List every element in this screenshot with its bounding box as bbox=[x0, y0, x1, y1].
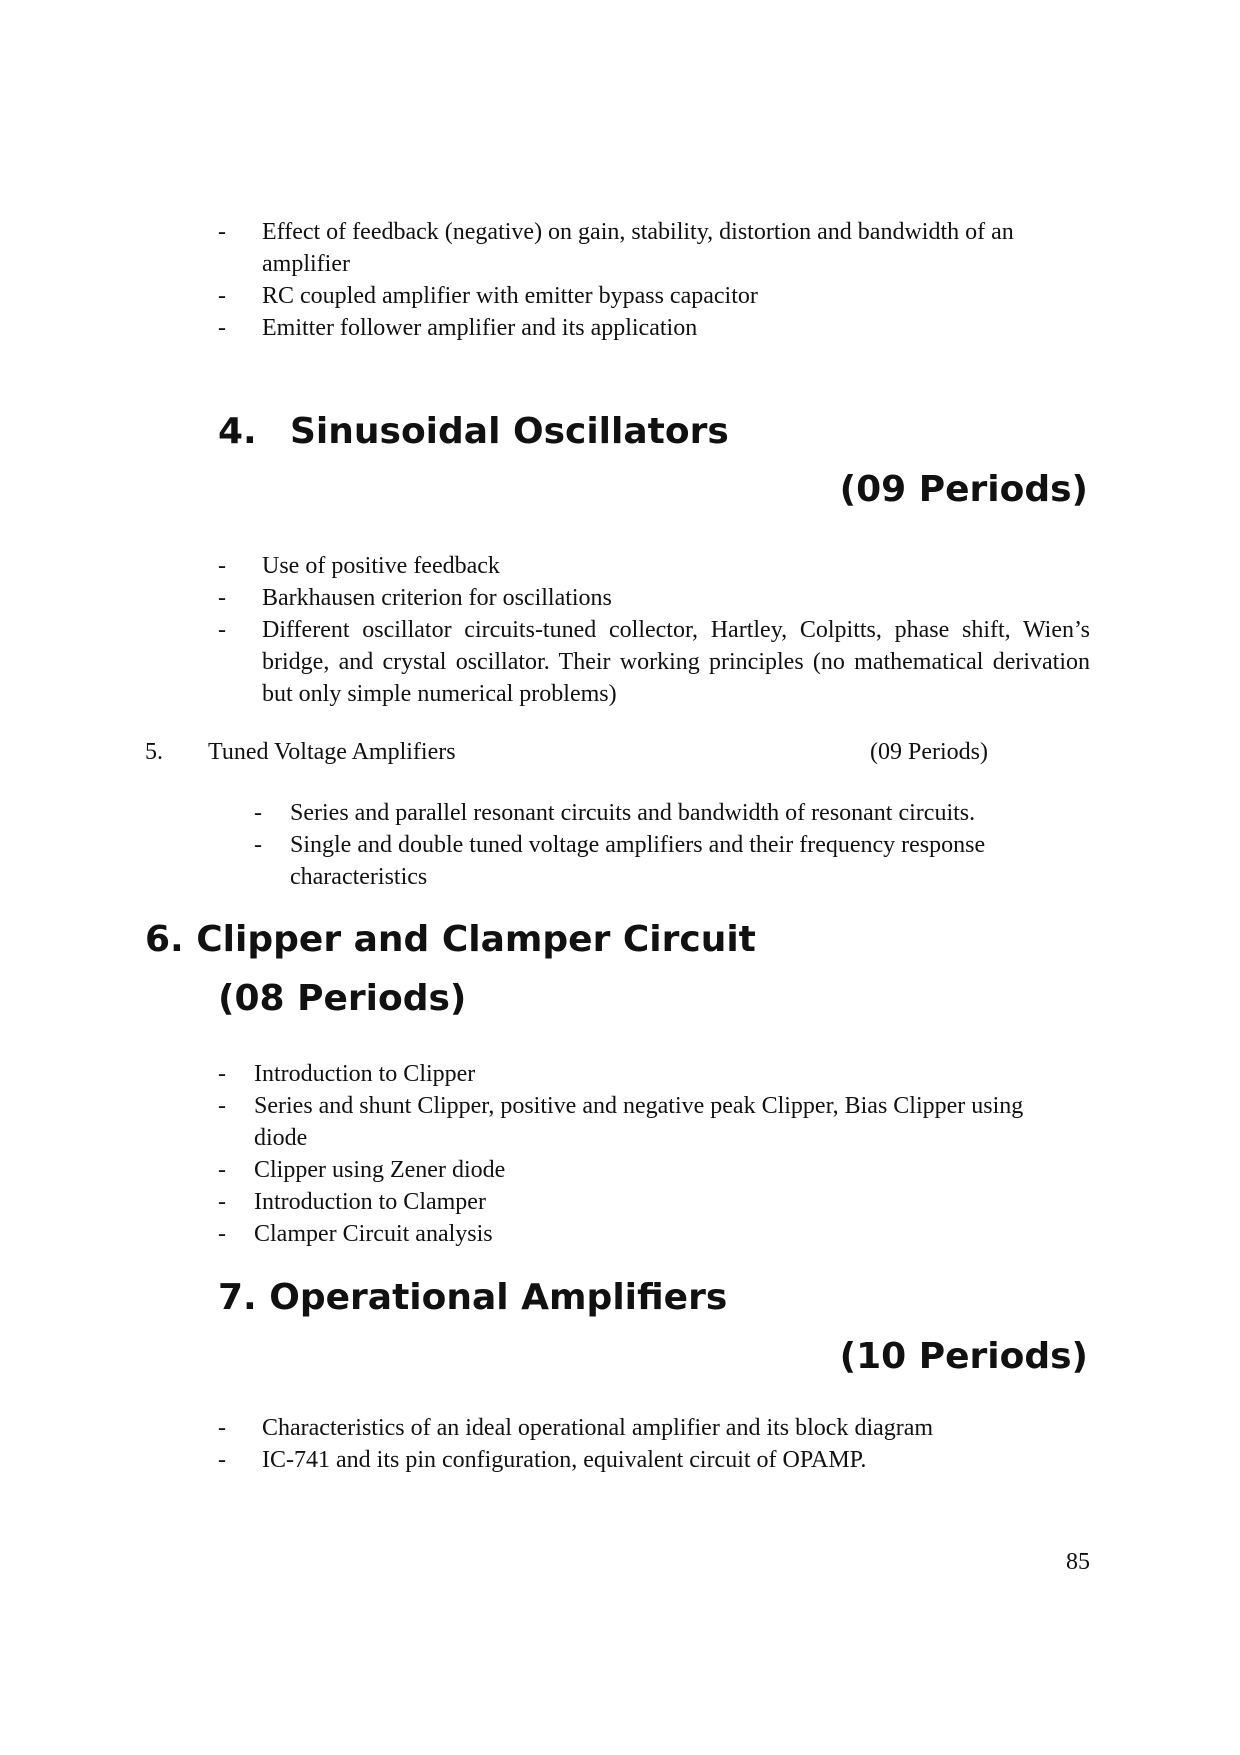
section-4-periods: (09 Periods) bbox=[839, 469, 1088, 510]
dash-marker: - bbox=[218, 617, 226, 643]
dash-marker: - bbox=[218, 1093, 226, 1119]
section-4-list bbox=[218, 550, 1090, 710]
dash-marker: - bbox=[218, 315, 226, 341]
dash-marker: - bbox=[218, 1221, 226, 1247]
section-7-list bbox=[218, 1412, 1078, 1476]
dash-marker: - bbox=[254, 832, 262, 858]
list-item: - Characteristics of an ideal operational amplifier and its block diagram bbox=[218, 1412, 1078, 1444]
section-5-list bbox=[254, 797, 1014, 893]
section-5-periods: (09 Periods) bbox=[870, 739, 988, 765]
section-6-periods: (08 Periods) bbox=[218, 978, 467, 1019]
list-item: - Series and parallel resonant circuits and bandwidth of resonant circuits. bbox=[254, 797, 1014, 829]
dash-marker: - bbox=[218, 219, 226, 245]
list-item: - Single and double tuned voltage amplifiers and their frequency response characteristics bbox=[254, 829, 1014, 893]
list-item: - Different oscillator circuits-tuned collector, Hartley, Colpitts, phase shift, Wien’s bridge, and crystal oscillator. Their working principles (no mathematical derivation but only simple numerical problems) bbox=[218, 614, 1090, 710]
section-7-title: 7. Operational Amplifiers bbox=[218, 1277, 728, 1318]
section-6-title: 6. Clipper and Clamper Circuit bbox=[145, 919, 756, 960]
intro-list bbox=[218, 216, 1038, 344]
list-item: - RC coupled amplifier with emitter bypass capacitor bbox=[218, 280, 1038, 312]
list-item: - Emitter follower amplifier and its application bbox=[218, 312, 1038, 344]
list-item: - Effect of feedback (negative) on gain, stability, distortion and bandwidth of an amplifier bbox=[218, 216, 1038, 280]
list-item: - Introduction to Clipper bbox=[218, 1058, 1048, 1090]
dash-marker: - bbox=[218, 1157, 226, 1183]
section-7-periods: (10 Periods) bbox=[839, 1336, 1088, 1377]
list-item: - Barkhausen criterion for oscillations bbox=[218, 582, 1090, 614]
dash-marker: - bbox=[218, 1189, 226, 1215]
list-item: - Clamper Circuit analysis bbox=[218, 1218, 1048, 1250]
dash-marker: - bbox=[218, 1415, 226, 1441]
section-6-list bbox=[218, 1058, 1048, 1250]
list-item: - Introduction to Clamper bbox=[218, 1186, 1048, 1218]
dash-marker: - bbox=[218, 283, 226, 309]
section-5-title: Tuned Voltage Amplifiers bbox=[208, 739, 456, 765]
list-item: - Clipper using Zener diode bbox=[218, 1154, 1048, 1186]
section-4-title: Sinusoidal Oscillators bbox=[290, 411, 729, 452]
dash-marker: - bbox=[218, 553, 226, 579]
list-item: - Series and shunt Clipper, positive and negative peak Clipper, Bias Clipper using diode bbox=[218, 1090, 1048, 1154]
dash-marker: - bbox=[218, 585, 226, 611]
dash-marker: - bbox=[218, 1061, 226, 1087]
section-5-number: 5. bbox=[145, 739, 163, 765]
list-item: - Use of positive feedback bbox=[218, 550, 1090, 582]
page-number: 85 bbox=[1066, 1549, 1090, 1575]
dash-marker: - bbox=[218, 1447, 226, 1473]
dash-marker: - bbox=[254, 800, 262, 826]
section-4-number: 4. bbox=[218, 411, 257, 452]
list-item: - IC-741 and its pin configuration, equivalent circuit of OPAMP. bbox=[218, 1444, 1078, 1476]
